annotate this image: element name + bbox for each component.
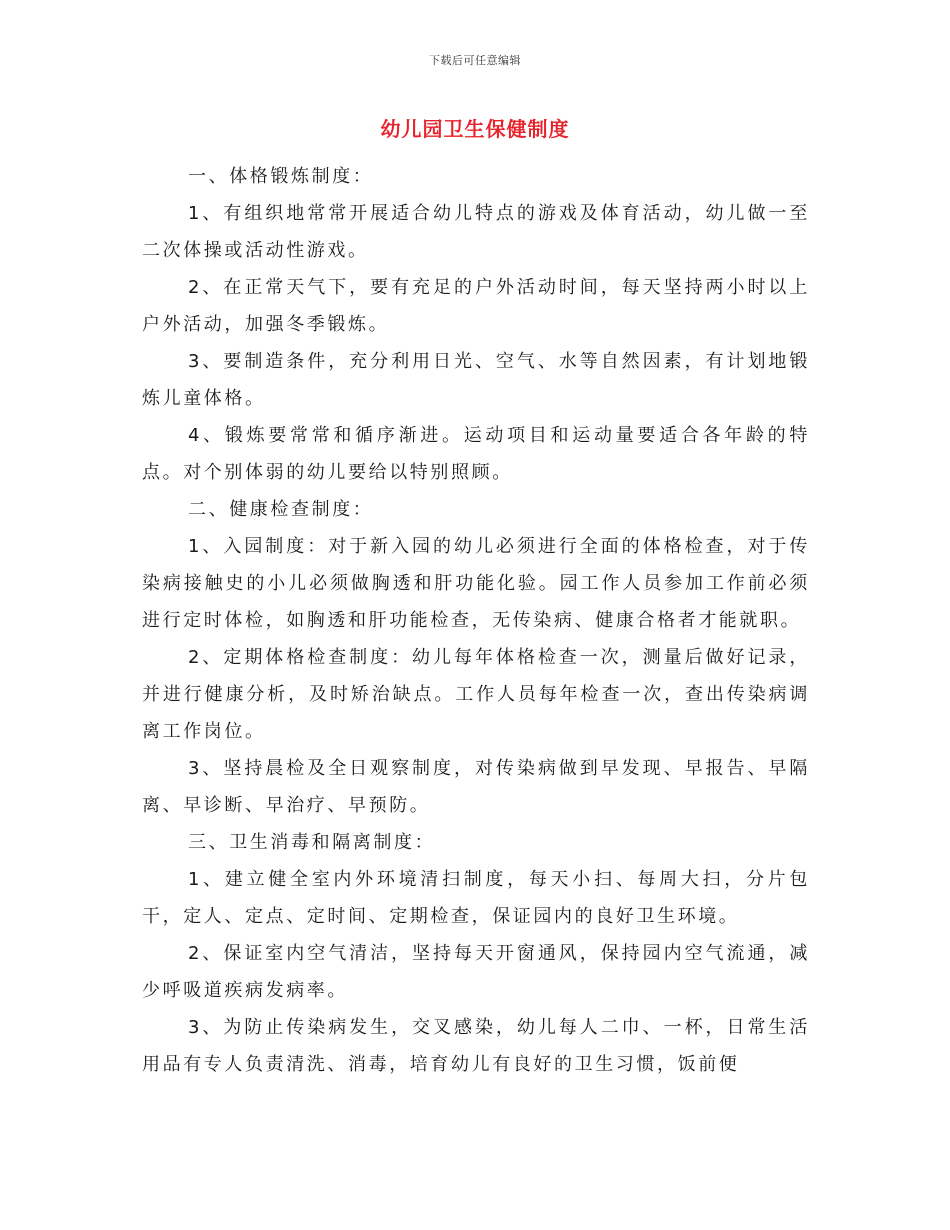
document-title: 幼儿园卫生保健制度 xyxy=(380,117,570,141)
paragraph: 1、有组织地常常开展适合幼儿特点的游戏及体育活动，幼儿做一至二次体操或活动性游戏。 xyxy=(142,203,810,261)
paragraph: 3、要制造条件，充分利用日光、空气、水等自然因素，有计划地锻炼儿童体格。 xyxy=(142,351,810,409)
section-heading-hygiene-disinfection: 三、卫生消毒和隔离制度： xyxy=(188,832,436,853)
section-heading-health-check: 二、健康检查制度： xyxy=(188,499,374,520)
section-heading-physical-exercise: 一、体格锻炼制度： xyxy=(188,166,374,187)
paragraph: 4、锻炼要常常和循序渐进。运动项目和运动量要适合各年龄的特点。对个别体弱的幼儿要给以特别照顾。 xyxy=(142,425,810,483)
paragraph: 1、建立健全室内外环境清扫制度，每天小扫、每周大扫，分片包干，定人、定点、定时间、定期检查，保证园内的良好卫生环境。 xyxy=(142,869,810,927)
document-body xyxy=(142,158,810,1083)
paragraph: 2、在正常天气下，要有充足的户外活动时间，每天坚持两小时以上户外活动，加强冬季锻炼。 xyxy=(142,277,810,335)
paragraph: 2、定期体格检查制度：幼儿每年体格检查一次，测量后做好记录，并进行健康分析，及时矫治缺点。工作人员每年检查一次，查出传染病调离工作岗位。 xyxy=(142,647,810,742)
paragraph: 3、为防止传染病发生，交叉感染，幼儿每人二巾、一杯，日常生活用品有专人负责清洗、消毒，培育幼儿有良好的卫生习惯，饭前便 xyxy=(142,1017,810,1075)
header-note: 下载后可任意编辑 xyxy=(429,54,521,67)
paragraph: 3、坚持晨检及全日观察制度，对传染病做到早发现、早报告、早隔离、早诊断、早治疗、早预防。 xyxy=(142,758,810,816)
paragraph: 1、入园制度：对于新入园的幼儿必须进行全面的体格检查，对于传染病接触史的小儿必须做胸透和肝功能化验。园工作人员参加工作前必须进行定时体检，如胸透和肝功能检查，无传染病、健康合格者才能就职。 xyxy=(142,536,810,631)
paragraph: 2、保证室内空气清洁，坚持每天开窗通风，保持园内空气流通，减少呼吸道疾病发病率。 xyxy=(142,943,810,1001)
